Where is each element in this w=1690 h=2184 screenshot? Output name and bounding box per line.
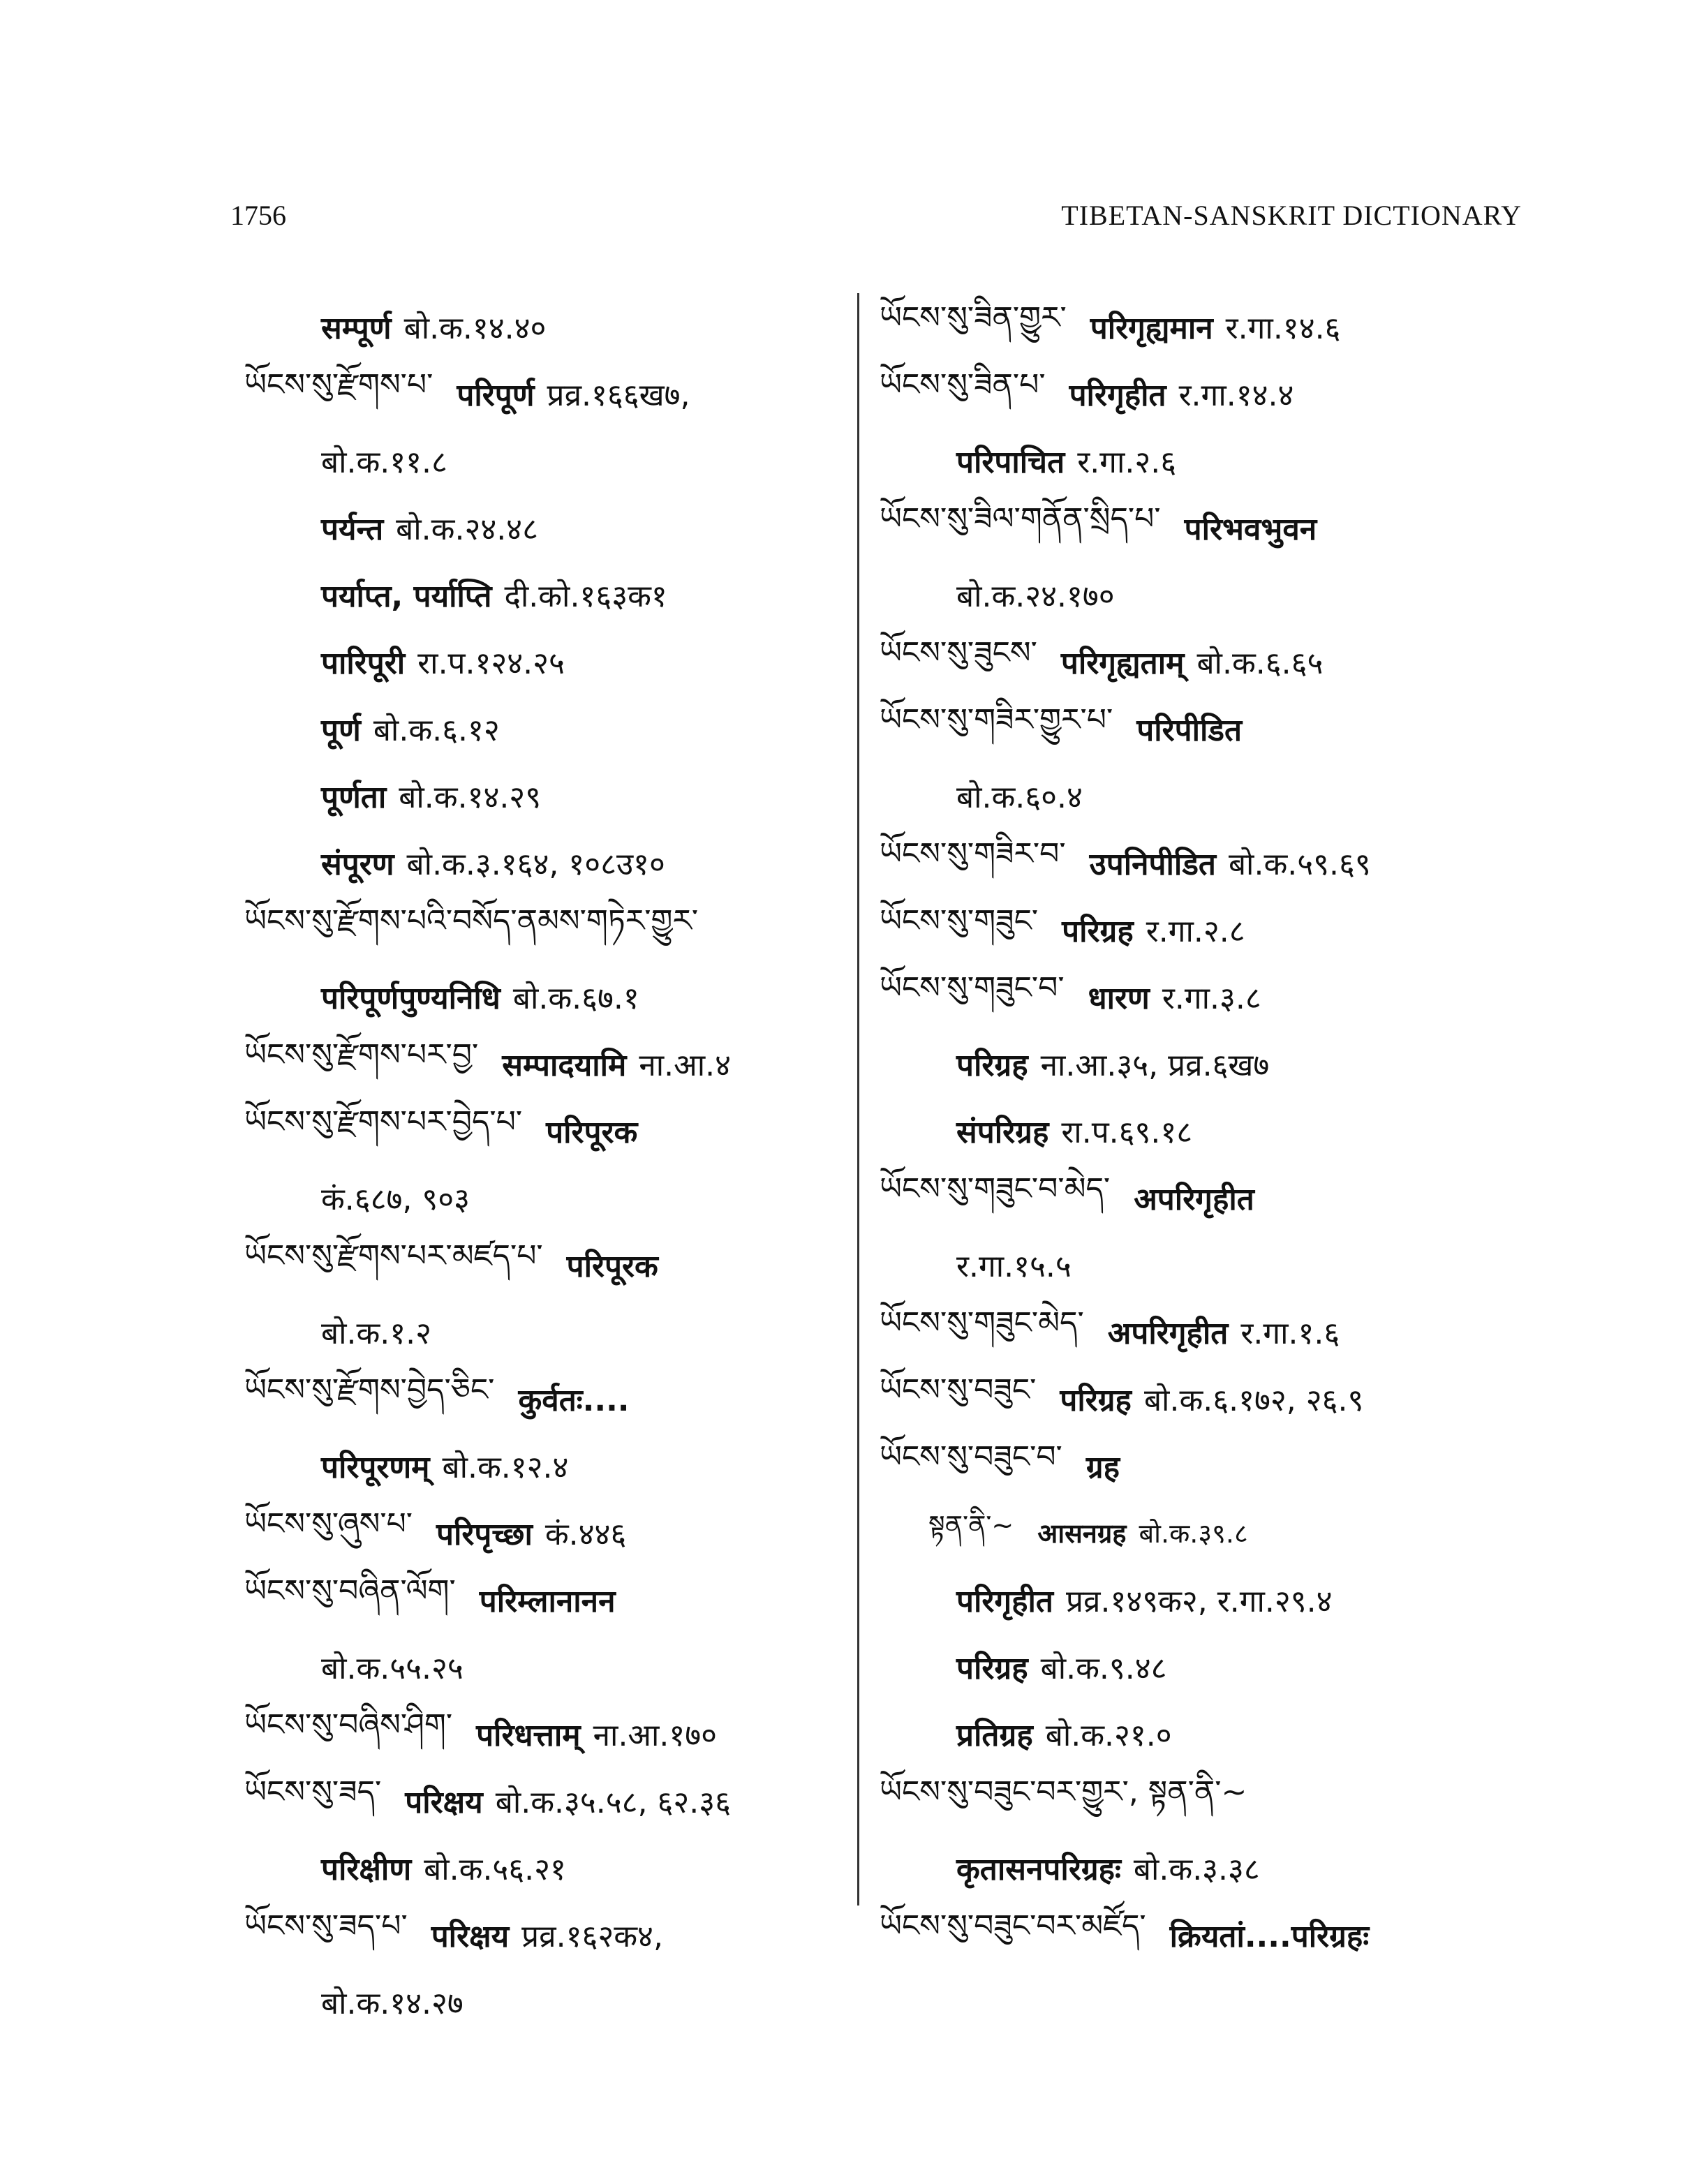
left-column xyxy=(244,293,845,2035)
sanskrit-equivalent: परिपृच्छा xyxy=(436,1517,533,1552)
tibetan-headword: ཡོངས་སུ་རྫོགས་པར་བྱེད་པ་ xyxy=(244,1104,523,1140)
sanskrit-equivalent: परिम्लानानन xyxy=(479,1584,616,1619)
sanskrit-equivalent: परिगृह्यताम् xyxy=(1060,646,1185,681)
dictionary-entry xyxy=(244,628,845,695)
dictionary-entry xyxy=(244,1097,845,1164)
page-header xyxy=(230,199,1522,255)
dictionary-entry xyxy=(244,695,845,762)
dictionary-entry xyxy=(244,1566,845,1633)
tibetan-headword: ཡོངས་སུ་ཟད་ xyxy=(244,1774,382,1810)
dictionary-entry xyxy=(244,1901,845,1968)
dictionary-entry xyxy=(880,1566,1508,1633)
tibetan-headword: ཡོངས་སུ་གཟུང་བ་མེད་ xyxy=(880,1171,1111,1207)
source-reference: र.गा.१४.४ xyxy=(1178,378,1294,413)
dictionary-entry xyxy=(244,1968,845,2035)
tibetan-headword: ཡོངས་སུ་གཟུང་ xyxy=(880,903,1039,939)
tibetan-headword: ཡོངས་སུ་བཟུང་བར་མཛོད་ xyxy=(880,1908,1146,1944)
source-reference: रा.प.६९.१८ xyxy=(1061,1115,1193,1150)
dictionary-entry xyxy=(880,1164,1508,1231)
sanskrit-equivalent: आसनग्रह xyxy=(1037,1518,1127,1549)
sanskrit-equivalent: परिपूर्णपुण्यनिधि xyxy=(321,981,501,1016)
dictionary-entry xyxy=(880,1030,1508,1097)
source-reference: र.गा.१५.५ xyxy=(956,1249,1072,1284)
dictionary-entry xyxy=(880,1633,1508,1700)
source-reference: बो.क.१२.४ xyxy=(442,1450,569,1485)
source-reference: ना.आ.४ xyxy=(639,1048,731,1083)
source-reference: बो.क.२४.१७० xyxy=(956,579,1115,614)
sanskrit-equivalent: सम्पूर्ण xyxy=(321,311,392,346)
sanskrit-equivalent: परिक्षीण xyxy=(321,1852,412,1887)
dictionary-entry xyxy=(244,427,845,494)
dictionary-entry xyxy=(880,1432,1508,1499)
source-reference: ना.आ.३५, प्रव्र.६ख७ xyxy=(1040,1048,1270,1083)
sanskrit-equivalent: पर्याप्त, पर्याप्ति xyxy=(321,579,492,614)
sanskrit-equivalent: पूर्णता xyxy=(321,780,387,815)
source-reference: बो.क.५६.२१ xyxy=(424,1852,566,1887)
tibetan-headword: ཡོངས་སུ་བཟུང་བ་ xyxy=(880,1439,1062,1475)
tibetan-headword: ཡོངས་སུ་གཟིར་བ་ xyxy=(880,836,1066,872)
sanskrit-equivalent: पूर्ण xyxy=(321,713,361,748)
dictionary-entry xyxy=(244,762,845,829)
tibetan-headword: ཡོངས་སུ་ཟིན་པ་ xyxy=(880,367,1046,403)
tibetan-headword: ཡོངས་སུ་རྫོགས་པ་ xyxy=(244,367,433,403)
sanskrit-equivalent: परिक्षय xyxy=(405,1785,483,1820)
source-reference: दी.को.१६३क१ xyxy=(504,579,667,614)
source-reference: र.गा.२.८ xyxy=(1146,914,1245,949)
sanskrit-equivalent: परिग्रह xyxy=(1060,1383,1132,1418)
dictionary-entry xyxy=(244,494,845,561)
source-reference: बो.क.३.३८ xyxy=(1133,1852,1260,1887)
tibetan-headword: ཡོངས་སུ་རྫོགས་བྱེད་ཅིང་ xyxy=(244,1372,495,1408)
sanskrit-equivalent: परिगृहीत xyxy=(1069,378,1166,413)
source-reference: बो.क.६०.४ xyxy=(956,780,1083,815)
dictionary-entry xyxy=(880,963,1508,1030)
source-reference: बो.क.११.८ xyxy=(321,445,447,480)
source-reference: र.गा.१४.६ xyxy=(1225,311,1341,346)
tibetan-headword: ཡོངས་སུ་གཟིར་གྱུར་པ་ xyxy=(880,702,1113,738)
source-reference: बो.क.६७.१ xyxy=(512,981,639,1016)
tibetan-headword: ཡོངས་སུ་ཟད་པ་ xyxy=(244,1908,408,1944)
source-reference: बो.क.२१.० xyxy=(1045,1718,1172,1753)
source-reference: प्रव्र.१४९क२, र.गा.२९.४ xyxy=(1066,1584,1333,1619)
sanskrit-equivalent: परिपूरक xyxy=(566,1249,658,1284)
dictionary-entry xyxy=(880,494,1508,561)
sanskrit-equivalent: परिधत्ताम् xyxy=(476,1718,581,1753)
tibetan-headword: ཡོངས་སུ་གཟུང་བ་ xyxy=(880,970,1065,1006)
dictionary-entry xyxy=(244,1365,845,1432)
sanskrit-equivalent: पारिपूरी xyxy=(321,646,406,681)
source-reference: बो.क.१.२ xyxy=(321,1316,432,1351)
sanskrit-equivalent: परिपाचित xyxy=(956,445,1065,480)
sanskrit-equivalent: अपरिगृहीत xyxy=(1107,1316,1229,1351)
source-reference: बो.क.५५.२५ xyxy=(321,1651,464,1686)
page-number: 1756 xyxy=(230,200,286,231)
dictionary-entry xyxy=(880,360,1508,427)
dictionary-entry xyxy=(880,1901,1508,1968)
tibetan-headword: ཡོངས་སུ་ཟིན་གྱུར་ xyxy=(880,300,1067,336)
sanskrit-equivalent: परिगृहीत xyxy=(956,1584,1053,1619)
sanskrit-equivalent: पर्यन्त xyxy=(321,512,384,547)
sanskrit-equivalent: अपरिगृहीत xyxy=(1134,1182,1254,1217)
tibetan-headword: ཡོངས་སུ་ཞུས་པ་ xyxy=(244,1506,413,1542)
sanskrit-equivalent: परिपूरक xyxy=(546,1115,638,1150)
tibetan-headword: ཡོངས་སུ་ཟུངས་ xyxy=(880,635,1037,671)
source-reference: कं.४४६ xyxy=(544,1517,627,1552)
source-reference: बो.क.९.४८ xyxy=(1040,1651,1167,1686)
source-reference: बो.क.६.६५ xyxy=(1196,646,1324,681)
source-reference: ना.आ.१७० xyxy=(593,1718,718,1753)
source-reference: बो.क.१४.२७ xyxy=(321,1986,464,2021)
source-reference: बो.क.३९.८ xyxy=(1139,1518,1248,1549)
column-divider xyxy=(857,293,859,1906)
dictionary-entry xyxy=(244,896,845,963)
tibetan-headword: ཡོངས་སུ་ཟིལ་གནོན་སྲིད་པ་ xyxy=(880,501,1161,537)
sanskrit-equivalent: क्रियतां....परिग्रहः xyxy=(1169,1919,1370,1954)
sanskrit-equivalent: परिपूर्ण xyxy=(457,378,535,413)
sanskrit-equivalent: परिग्रह xyxy=(956,1048,1028,1083)
source-reference: र.गा.३.८ xyxy=(1162,981,1261,1016)
sanskrit-equivalent: प्रतिग्रह xyxy=(956,1718,1033,1753)
sanskrit-equivalent: परिग्रह xyxy=(956,1651,1028,1686)
sanskrit-equivalent: परिक्षय xyxy=(431,1919,510,1954)
dictionary-entry xyxy=(880,1499,1508,1566)
source-reference: बो.क.५९.६९ xyxy=(1228,847,1371,882)
right-column xyxy=(880,293,1508,1968)
sanskrit-equivalent: कृतासनपरिग्रहः xyxy=(956,1852,1121,1887)
sanskrit-equivalent: परिग्रह xyxy=(1062,914,1134,949)
source-reference: रा.प.१२४.२५ xyxy=(417,646,565,681)
sanskrit-equivalent: संपूरण xyxy=(321,847,394,882)
tibetan-headword: ཡོངས་སུ་བཟུང་བར་གྱུར་, སྟན་ནི་~ xyxy=(880,1774,1247,1810)
source-reference: बो.क.१४.४० xyxy=(403,311,547,346)
source-reference: कं.६८७, ९०३ xyxy=(321,1182,470,1217)
dictionary-entry xyxy=(244,561,845,628)
source-reference: प्रव्र.१६६ख७, xyxy=(547,378,690,413)
tibetan-headword: ཡོངས་སུ་རྫོགས་པར་བྱ་ xyxy=(244,1037,479,1073)
sanskrit-equivalent: धारण xyxy=(1088,981,1150,1016)
sanskrit-equivalent: संपरिग्रह xyxy=(956,1115,1049,1150)
sanskrit-equivalent: परिगृह्यमान xyxy=(1090,311,1213,346)
source-reference: बो.क.१४.२९ xyxy=(399,780,542,815)
dictionary-entry xyxy=(244,360,845,427)
source-reference: प्रव्र.१६२क४, xyxy=(521,1919,663,1954)
tibetan-headword: ཡོངས་སུ་བཟུང་ xyxy=(880,1372,1037,1408)
sanskrit-equivalent: परिभवभुवन xyxy=(1184,512,1317,547)
sanskrit-equivalent: परिपीडित xyxy=(1136,713,1243,748)
source-reference: बो.क.३.१६४, १०८उ१० xyxy=(406,847,665,882)
sanskrit-equivalent: सम्पादयामि xyxy=(502,1048,627,1083)
sanskrit-equivalent: ग्रह xyxy=(1085,1450,1120,1485)
tibetan-headword: ཡོངས་སུ་རྫོགས་པའི་བསོད་ནམས་གཏེར་གྱུར་ xyxy=(244,903,699,939)
source-reference: बो.क.६.१२ xyxy=(373,713,500,748)
source-reference: र.गा.२.६ xyxy=(1077,445,1177,480)
source-reference: बो.क.२४.४८ xyxy=(396,512,538,547)
sanskrit-equivalent: परिपूरणम् xyxy=(321,1450,430,1485)
tibetan-headword: ཡོངས་སུ་རྫོགས་པར་མཛད་པ་ xyxy=(244,1238,543,1274)
dictionary-entry xyxy=(244,1767,845,1834)
source-reference: बो.क.६.१७२, २६.९ xyxy=(1143,1383,1364,1418)
source-reference: र.गा.१.६ xyxy=(1240,1316,1340,1351)
sanskrit-equivalent: कुर्वतः.... xyxy=(518,1383,630,1418)
source-reference: बो.क.३५.५८, ६२.३६ xyxy=(495,1785,731,1820)
running-head: TIBETAN-SANSKRIT DICTIONARY xyxy=(1061,200,1522,231)
tibetan-headword: སྟན་ནི་~ xyxy=(928,1509,1014,1540)
dictionary-entry xyxy=(880,1767,1508,1834)
tibetan-headword: ཡོངས་སུ་བཞིས་ཤིག་ xyxy=(244,1707,453,1743)
sanskrit-equivalent: उपनिपीडित xyxy=(1089,847,1216,882)
tibetan-headword: ཡོངས་སུ་གཟུང་མེད་ xyxy=(880,1305,1084,1341)
dictionary-entry xyxy=(244,1231,845,1298)
tibetan-headword: ཡོངས་སུ་བཞིན་ལོག་ xyxy=(244,1573,456,1609)
dictionary-entry xyxy=(880,695,1508,762)
